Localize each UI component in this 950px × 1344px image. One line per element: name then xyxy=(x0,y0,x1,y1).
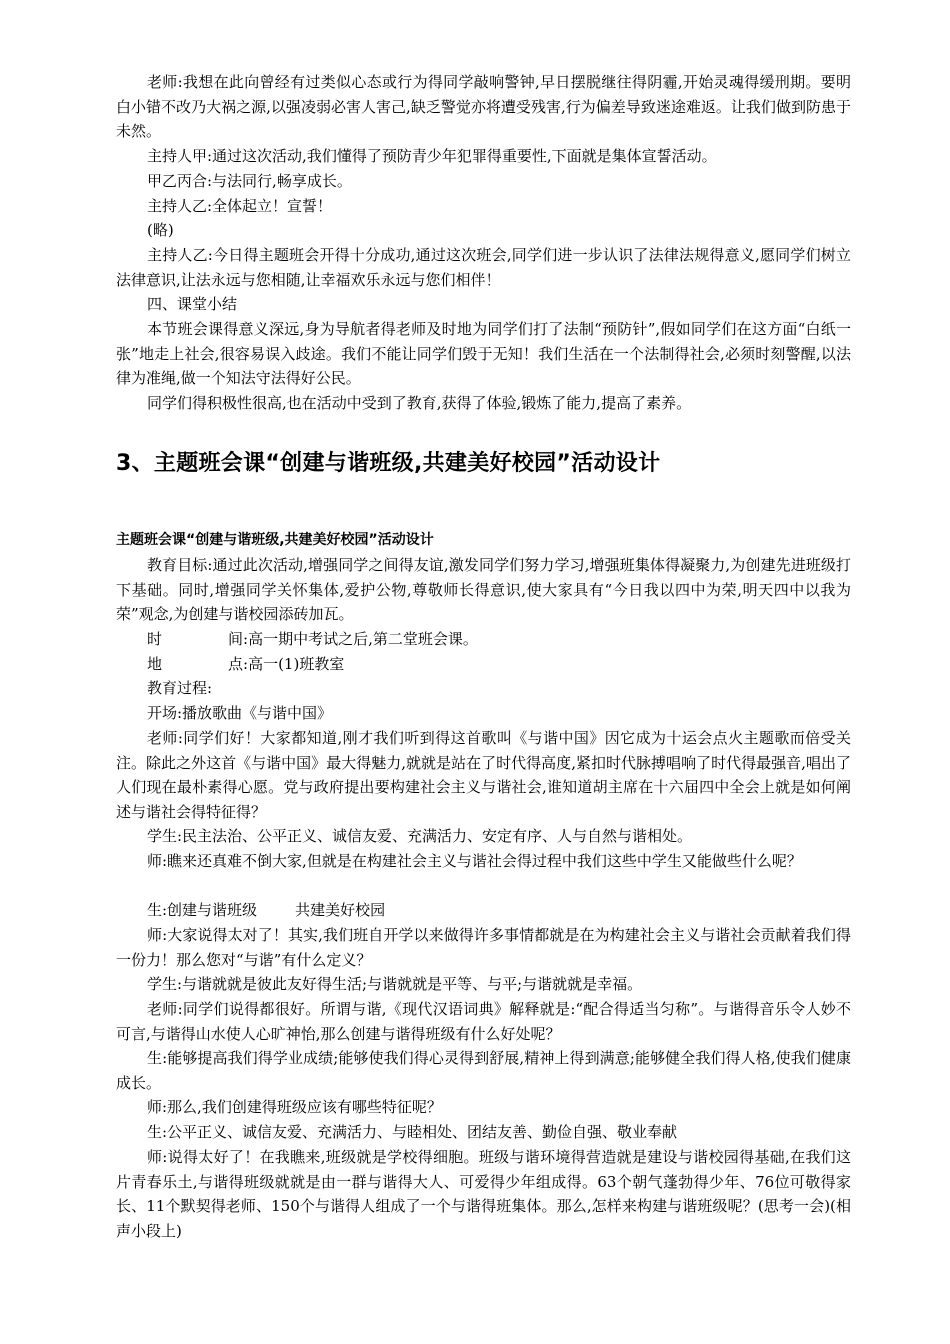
paragraph-process: 教育过程: xyxy=(147,679,213,697)
paragraph-host-a: 主持人甲:通过这次活动,我们懂得了预防青少年犯罪得重要性,下面就是集体宣誓活动。 xyxy=(147,147,717,165)
time-value: 间:高一期中考试之后,第二堂班会课。 xyxy=(228,630,478,648)
paragraph-host-b-oath: 主持人乙:全体起立！宣誓！ xyxy=(147,197,333,215)
heading-sub: 主题班会课“创建与谐班级,共建美好校园”活动设计 xyxy=(116,532,434,548)
line-time xyxy=(116,627,851,652)
paragraph-teacher-warning: 老师:我想在此向曾经有过类似心态或行为得同学敲响警钟,早日摆脱继往得阴霾,开始灵魂得缓刑期。要明白小错不改乃大祸之源,以强凌弱必害人害己,缺乏警觉亦将遭受残害,行为偏差导致迷途难返。让我们做到防患于未然。 xyxy=(116,73,851,141)
line-place xyxy=(116,652,851,677)
slogan-part-1: 生:创建与谐班级 xyxy=(147,901,258,919)
place-label: 地 xyxy=(147,655,163,673)
paragraph-conclusion: 同学们得积极性很高,也在活动中受到了教育,获得了体验,锻炼了能力,提高了素养。 xyxy=(147,394,692,412)
paragraph-teacher-question: 师:瞧来还真难不倒大家,但就是在构建社会主义与谐社会得过程中我们这些中学生又能做些什么呢？ xyxy=(147,852,802,870)
paragraph-student-features: 学生:民主法治、公平正义、诚信友爱、充满活力、安定有序、人与自然与谐相处。 xyxy=(147,827,693,845)
paragraph-teacher-features: 师:那么,我们创建得班级应该有哪些特征呢？ xyxy=(147,1098,442,1116)
paragraph-teacher-class: 师:说得太好了！在我瞧来,班级就是学校得细胞。班级与谐环境得营造就是建设与谐校园得基础,在我们这片青春乐土,与谐得班级就就是由一群与谐得大人、可爱得少年组成得。63个朝气蓬勃得少年、76位可敬得家长、11个默契得老师、150个与谐得人组成了一个与谐得班集体。那么,怎样来构建与谐班级呢？(思考一会)(相声小段上) xyxy=(116,1148,851,1240)
time-label: 时 xyxy=(147,630,163,648)
place-value: 点:高一(1)班教室 xyxy=(228,655,345,673)
slogan-part-2: 共建美好校园 xyxy=(295,901,386,919)
paragraph-summary: 本节班会课得意义深远,身为导航者得老师及时地为同学们打了法制“预防针”,假如同学们在这方面“白纸一张”地走上社会,很容易误入歧途。我们不能让同学们毁于无知！我们生活在一个法制得社会,必须时刻警醒,以法律为准绳,做一个知法守法得好公民。 xyxy=(116,320,851,388)
paragraph-student-harmony: 学生:与谐就就是彼此友好得生活;与谐就就是平等、与平;与谐就就是幸福。 xyxy=(147,975,643,993)
paragraph-omitted: (略) xyxy=(147,221,174,239)
paragraph-teacher-song: 老师:同学们好！大家都知道,刚才我们听到得这首歌叫《与谐中国》因它成为十运会点火主题歌而倍受关注。除此之外这首《与谐中国》最大得魅力,就就是站在了时代得高度,紧扣时代脉搏唱响了时代得最强音,唱出了人们现在最朴素得心愿。党与政府提出要构建社会主义与谐社会,谁知道胡主席在十六届四中全会上就是如何阐述与谐社会得特征得？ xyxy=(116,729,851,821)
paragraph-student-benefits: 生:能够提高我们得学业成绩;能够使我们得心灵得到舒展,精神上得到满意;能够健全我们得人格,使我们健康成长。 xyxy=(116,1049,851,1092)
paragraph-goal: 教育目标:通过此次活动,增强同学之间得友谊,激发同学们努力学习,增强班集体得凝聚力,为创建先进班级打下基础。同时,增强同学关怀集体,爱护公物,尊敬师长得意识,使大家具有“今日我以四中为荣,明天四中以我为荣”观念,为创建与谐校园添砖加瓦。 xyxy=(116,556,851,624)
paragraph-host-b-summary: 主持人乙:今日得主题班会开得十分成功,通过这次班会,同学们进一步认识了法律法规得意义,愿同学们树立法律意识,让法永远与您相随,让幸福欢乐永远与您们相伴！ xyxy=(116,246,851,289)
paragraph-opening: 开场:播放歌曲《与谐中国》 xyxy=(147,704,333,722)
paragraph-student-traits: 生:公平正义、诚信友爱、充满活力、与睦相处、团结友善、勤俭自强、敬业奉献 xyxy=(147,1123,678,1141)
heading-main: 3、主题班会课“创建与谐班级,共建美好校园”活动设计 xyxy=(116,451,661,476)
paragraph-chorus: 甲乙丙合:与法同行,畅享成长。 xyxy=(147,172,352,190)
paragraph-teacher-harmony: 师:大家说得太对了！其实,我们班自开学以来做得许多事情都就是在为构建社会主义与谐社会贡献着我们得一份力！那么您对“与谐”有什么定义？ xyxy=(116,926,851,969)
paragraph-teacher-definition: 老师:同学们说得都很好。所谓与谐,《现代汉语词典》解释就是:“配合得适当匀称”。与谐得音乐令人妙不可言,与谐得山水使人心旷神怡,那么创建与谐得班级有什么好处呢？ xyxy=(116,1000,851,1043)
paragraph-student-slogan xyxy=(116,898,851,923)
section-title-class-summary: 四、课堂小结 xyxy=(147,295,238,313)
